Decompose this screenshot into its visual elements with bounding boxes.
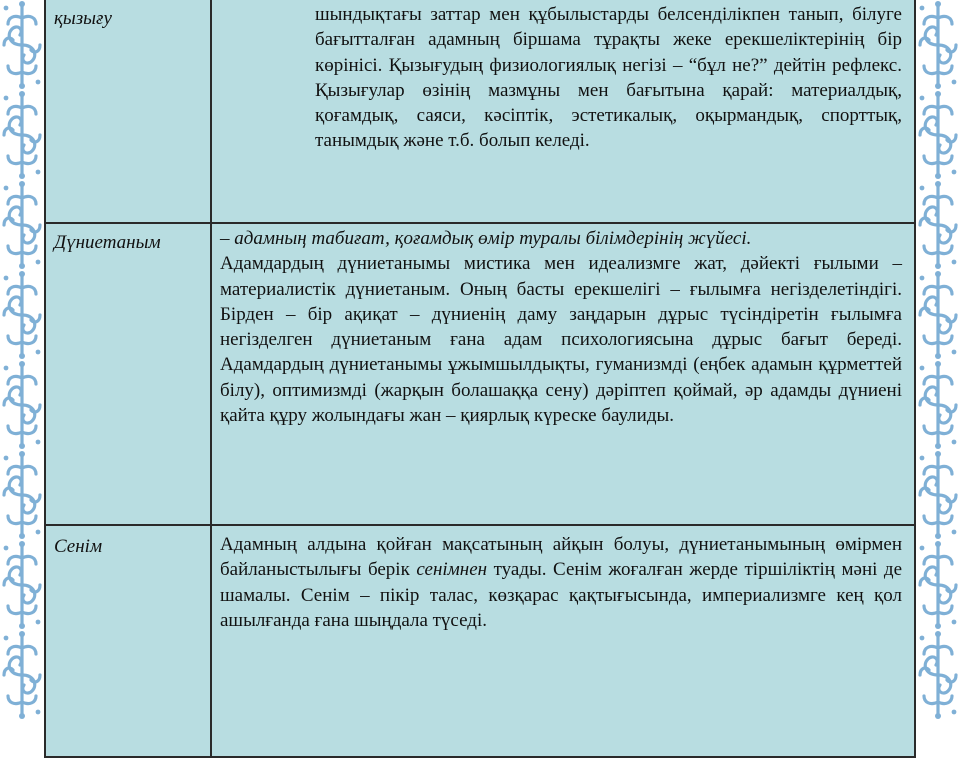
definition-text: Адамдардың дүниетанымы мистика мен идеализмге жат, дәйекті ғылыми – материалистік дүниетаным. Оның басты ерекшелігі – ғылымға негізделетіндігі. Бірден – бір ақиқат – дүниенің даму заңдарын дұрыс түсіндіретін ғылымға негізделген дүниетаным ғана адам психологиясына дұрыс бағыт береді. Адамдардың дүниетанымы ұжымшылдықты, гуманизмді (еңбек адамын құрметтей білу), оптимизмді (жарқын болашаққа сену) дәріптеп қоймай, әр адамды дүниені қайта құру жолындағы жан – қиярлық күреске баулиды. xyxy=(220,253,902,427)
table-row xyxy=(45,525,915,757)
definitions-table xyxy=(44,0,916,758)
definition-text xyxy=(220,532,902,633)
definition-italic: сенімнен xyxy=(416,559,488,581)
term-cell: Сенім xyxy=(45,525,211,757)
definition-cell xyxy=(211,525,915,757)
ornament-border-left xyxy=(0,0,44,720)
definition-text: шындықтағы заттар мен құбылыстарды белсенділікпен танып, білуге бағытталған адамның біршама тұрақты жеке ерекшеліктерінің бір көрінісі. Қызығудың физиологиялық негізі – “бұл не?” дейтін рефлекс. Қызығулар өзінің мазмұны мен бағытына қарай: материалдық, қоғамдық, саяси, кәсіптік, эстетикалық, оқырмандық, спорттық, танымдық және т.б. болып келеді. xyxy=(315,4,902,152)
term-cell: қызығу xyxy=(45,0,211,223)
table-row xyxy=(45,223,915,525)
definition-part1: Адамның алдына қойған мақсатының айқын болуы, дүниетанымының өмірмен байланыстылығы берік xyxy=(220,534,902,581)
definition-cell xyxy=(211,0,915,223)
table-row xyxy=(45,0,915,223)
definition-cell xyxy=(211,223,915,525)
ornament-pattern-left xyxy=(0,0,44,720)
ornament-border-right xyxy=(916,0,960,720)
definition-italic: – адамның табиғат, қоғамдық өмір туралы білімдерінің жүйесі. xyxy=(220,228,752,249)
definition-part2: туады. Сенім жоғалған жерде тіршіліктің мәні де шамалы. Сенім – пікір талас, көзқарас қақтығысында, империализмге кең қол ашылғанда ғана шыңдала түседі. xyxy=(220,559,903,631)
term-cell: Дүниетаным xyxy=(45,223,211,525)
ornament-pattern-right xyxy=(916,0,960,720)
